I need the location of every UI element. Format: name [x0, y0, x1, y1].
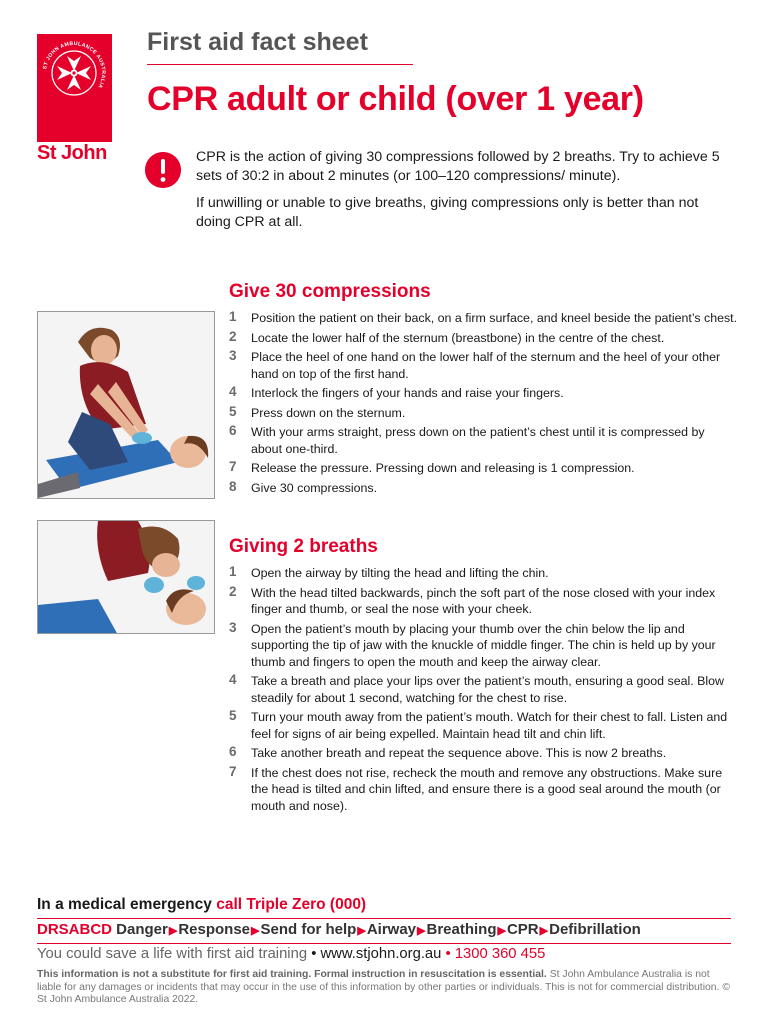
step-text: Position the patient on their back, on a firm surface, and kneel beside the patient’s chest. — [251, 311, 738, 325]
training-text: You could save a life with first aid training — [37, 946, 308, 962]
step-item — [229, 745, 739, 762]
step-number: 6 — [229, 423, 237, 438]
step-item — [229, 585, 739, 618]
training-line: You could save a life with first aid training • www.stjohn.org.au • 1300 360 455 — [37, 946, 546, 962]
step-item — [229, 424, 739, 457]
step-item — [229, 709, 739, 742]
disclaimer-bold: This information is not a substitute for first aid training. Formal instruction in resuscitation is essential. — [37, 969, 547, 980]
emblem-ring-text: ST JOHN AMBULANCE AUSTRALIA — [42, 40, 107, 90]
step-item — [229, 349, 739, 382]
sheet-label: First aid fact sheet — [147, 28, 368, 56]
step-item — [229, 565, 739, 582]
step-number: 8 — [229, 478, 237, 494]
step-text: Locate the lower half of the sternum (breastbone) in the centre of the chest. — [251, 330, 665, 345]
arrow-right-icon: ▶ — [539, 925, 549, 937]
intro-text — [196, 148, 736, 240]
arrow-right-icon: ▶ — [417, 925, 426, 937]
arrow-right-icon: ▶ — [251, 925, 260, 937]
emergency-line — [37, 896, 731, 914]
step-text: With your arms straight, press down on the patient’s chest until it is compressed by about one-third. — [251, 425, 705, 456]
phone-number[interactable]: 1300 360 455 — [454, 946, 546, 962]
step-item — [229, 673, 739, 706]
step-item — [229, 330, 739, 347]
step-text: Take another breath and repeat the sequence above. This is now 2 breaths. — [251, 746, 667, 760]
title-divider — [147, 64, 413, 65]
step-number: 5 — [229, 708, 237, 723]
compressions-illustration — [38, 312, 215, 499]
drsabcd-step: Response — [178, 921, 251, 938]
footer-divider-1 — [37, 918, 731, 919]
breaths-steps — [229, 565, 739, 817]
step-text: Turn your mouth away from the patient’s mouth. Watch for their chest to fall. Listen and feel for signs of air being expelled. Maintain head tilt and chin lift. — [251, 710, 728, 741]
step-number: 5 — [229, 403, 237, 419]
step-number: 2 — [229, 583, 237, 599]
drsabcd-line — [37, 921, 731, 938]
intro-paragraph-2: If unwilling or unable to give breaths, giving compressions only is better than not doing CPR at all. — [196, 195, 699, 230]
step-item — [229, 621, 739, 671]
step-number: 6 — [229, 744, 237, 759]
emergency-prefix: In a medical emergency — [37, 896, 212, 913]
breaths-photo — [37, 520, 215, 634]
step-text: Interlock the fingers of your hands and raise your fingers. — [251, 386, 564, 400]
disclaimer-rest: St John Ambulance Australia is not liable for any damages or incidents that may occur in the use of this information by other parties or individuals. This is not for commercial distribution. © St John Ambulance Australia 2022. — [37, 969, 730, 1006]
drsabcd-label: DRSABCD — [37, 921, 112, 938]
step-item — [229, 765, 739, 815]
drsabcd-step: Danger — [116, 921, 168, 938]
breaths-heading: Giving 2 breaths — [229, 536, 378, 557]
footer-divider-2 — [37, 943, 731, 944]
step-item — [229, 405, 739, 422]
maltese-cross-emblem-icon — [39, 38, 109, 108]
step-number: 4 — [229, 384, 237, 399]
website-link[interactable]: www.stjohn.org.au — [320, 946, 442, 962]
arrow-right-icon: ▶ — [168, 925, 178, 937]
step-number: 1 — [229, 309, 237, 324]
step-text: Take a breath and place your lips over the patient’s mouth, ensuring a good seal. Blow steadily for about 1 second, watching for the chest to rise. — [251, 674, 724, 705]
compressions-heading: Give 30 compressions — [229, 281, 431, 302]
disclaimer — [37, 969, 731, 1007]
emergency-call: call Triple Zero (000) — [216, 896, 367, 913]
step-text: Open the patient’s mouth by placing your thumb over the chin below the lip and supporting the tip of jaw with the knuckle of middle finger. The chin is held up by your thumb and fingers to open the mouth and keep the airway clear. — [251, 621, 716, 669]
drsabcd-step: Send for help — [260, 921, 357, 938]
step-item — [229, 385, 739, 402]
step-text: Give 30 compressions. — [251, 480, 378, 495]
drsabcd-step: CPR — [506, 921, 539, 938]
drsabcd-step: Defibrillation — [549, 921, 641, 938]
step-number: 3 — [229, 619, 237, 635]
step-number: 7 — [229, 763, 237, 779]
st-john-logo — [37, 34, 112, 142]
step-number: 2 — [229, 328, 237, 344]
step-number: 1 — [229, 564, 237, 579]
brand-name: St John — [37, 142, 107, 164]
step-text: Open the airway by tilting the head and lifting the chin. — [251, 566, 549, 580]
intro-paragraph-1: CPR is the action of giving 30 compressions followed by 2 breaths. Try to achieve 5 sets of 30:2 in about 2 minutes (or 100–120 compressions/ minute). — [196, 149, 720, 184]
step-text: Place the heel of one hand on the lower half of the sternum and the heel of your other hand on top of the first hand. — [251, 350, 721, 381]
step-text: Release the pressure. Pressing down and releasing is 1 compression. — [251, 461, 635, 475]
arrow-right-icon: ▶ — [357, 925, 366, 937]
step-text: With the head tilted backwards, pinch the soft part of the nose closed with your index finger and thumb, or seal the nose with your cheek. — [251, 585, 716, 616]
step-item — [229, 310, 739, 327]
step-text: If the chest does not rise, recheck the mouth and remove any obstructions. Make sure the head is tilted and chin lifted, and ensure there is a good seal around the mouth (or mouth and nose). — [251, 765, 723, 813]
drsabcd-step: Breathing — [426, 921, 497, 938]
compressions-steps — [229, 310, 739, 499]
drsabcd-step: Airway — [366, 921, 417, 938]
step-item — [229, 480, 739, 497]
step-number: 4 — [229, 672, 237, 687]
step-item — [229, 460, 739, 477]
compressions-photo — [37, 311, 215, 499]
exclamation-icon — [145, 152, 181, 188]
step-text: Press down on the sternum. — [251, 405, 406, 420]
arrow-right-icon: ▶ — [497, 925, 506, 937]
breaths-illustration — [38, 521, 215, 634]
step-number: 3 — [229, 348, 237, 363]
page-title: CPR adult or child (over 1 year) — [147, 80, 644, 118]
step-number: 7 — [229, 459, 237, 474]
